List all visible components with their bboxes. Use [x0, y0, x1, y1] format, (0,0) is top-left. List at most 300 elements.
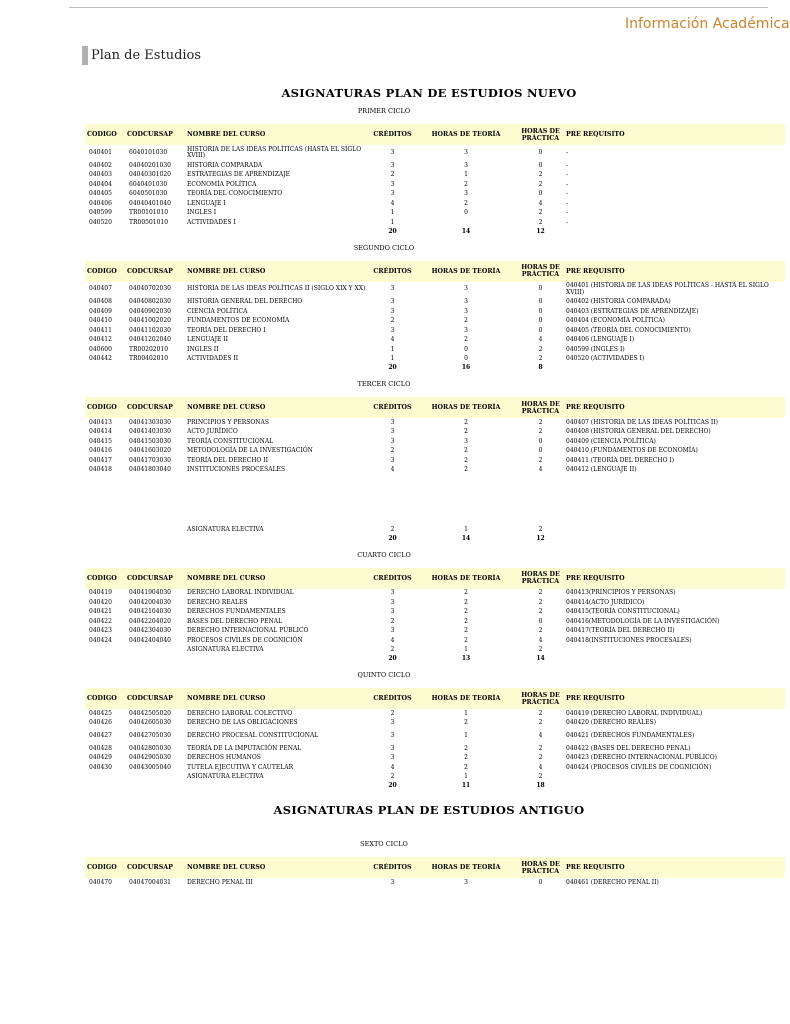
header-row — [85, 688, 785, 709]
cell-practica: 0 — [538, 317, 543, 324]
cell-nombre: TUTELA EJECUTIVA Y CAUTELAR — [187, 763, 294, 771]
course-row — [85, 298, 785, 308]
header-title: Información Académica — [625, 16, 790, 32]
cell-nombre: HISTORIA DE LAS IDEAS POLÍTICAS II (SIGLO XIX Y XX) — [187, 285, 366, 293]
cell-prerequisito: 040404 (ECONOMÍA POLÍTICA) — [566, 317, 665, 324]
cell-nombre: PROCESOS CIVILES DE COGNICIÓN — [187, 636, 303, 644]
cell-creditos: 3 — [390, 285, 395, 293]
col-prerequisito: PRE REQUISITO — [564, 397, 785, 418]
col-codigo: CODIGO — [85, 124, 125, 145]
col-codcursap: CODCURSAP — [125, 688, 185, 709]
course-row — [85, 763, 785, 773]
cell-codigo: 040412 — [89, 336, 112, 343]
cell-teoria: 3 — [464, 148, 468, 156]
empty-cell — [185, 782, 370, 791]
cell-practica: 2 — [538, 598, 543, 606]
empty-cell — [564, 525, 785, 535]
empty-cell — [85, 364, 125, 373]
cell-codcursap: 04041303030 — [129, 418, 171, 426]
empty-cell — [125, 228, 185, 237]
cell-nombre: LENGUAJE II — [187, 336, 229, 343]
cell-codcursap: 04043005040 — [129, 763, 171, 771]
total-practica: 12 — [536, 227, 545, 235]
cell-creditos: 4 — [390, 636, 395, 644]
cell-codcursap — [125, 646, 185, 656]
course-row — [85, 589, 785, 599]
cell-codcursap: 6040101030 — [129, 148, 168, 156]
cell-teoria: 1 — [464, 731, 468, 739]
cell-practica: 2 — [538, 428, 543, 435]
empty-cell — [125, 655, 185, 664]
cell-codigo: 040414 — [89, 428, 112, 435]
cell-prerequisito — [564, 773, 785, 783]
course-row — [85, 466, 785, 476]
course-row — [85, 754, 785, 764]
course-row — [85, 161, 785, 171]
cell-codigo: 040415 — [89, 437, 112, 445]
cell-codigo: 040599 — [89, 209, 112, 216]
cell-codigo: 040426 — [89, 719, 112, 726]
course-row — [85, 209, 785, 219]
cell-creditos: 3 — [390, 754, 395, 761]
cell-codigo: 040520 — [89, 218, 112, 226]
col-codigo: CODIGO — [85, 568, 125, 589]
header-row — [85, 568, 785, 589]
cell-codcursap: 04040802030 — [129, 298, 171, 305]
cell-teoria: 2 — [464, 456, 468, 464]
cell-nombre: DERECHO LABORAL COLECTIVO — [187, 709, 293, 717]
totals-row — [85, 535, 785, 544]
cell-codcursap: 04040702030 — [129, 285, 171, 293]
cell-codcursap: 04041503030 — [129, 437, 171, 445]
cell-practica: 0 — [538, 298, 543, 305]
cell-teoria: 2 — [464, 199, 468, 207]
empty-cell — [564, 364, 785, 373]
cell-teoria: 3 — [464, 437, 468, 445]
empty-cell — [125, 364, 185, 373]
new-plan-cycles — [0, 100, 768, 791]
cell-nombre: DERECHO LABORAL INDIVIDUAL — [187, 589, 294, 596]
cell-prerequisito: 040407 (HISTORIA DE LAS IDEAS POLÍTICAS II) — [566, 418, 718, 426]
cell-prerequisito: 040402 (HISTORIA COMPARADA) — [566, 298, 671, 305]
course-row — [85, 355, 785, 365]
empty-cell — [85, 782, 125, 791]
cycle-block — [0, 373, 768, 544]
cell-nombre: DERECHO PROCESAL CONSTITUCIONAL — [187, 731, 319, 739]
cell-creditos: 3 — [390, 878, 395, 886]
col-creditos: CRÉDITOS — [370, 688, 415, 709]
cell-practica: 4 — [538, 636, 543, 644]
col-practica: HORAS DE PRÁCTICA — [517, 397, 564, 418]
cell-creditos: 1 — [390, 355, 395, 362]
cell-prerequisito: - — [566, 190, 569, 197]
cycle-title: TERCER CICLO — [357, 380, 411, 388]
cell-prerequisito: 040413(PRINCIPIOS Y PERSONAS) — [566, 589, 676, 596]
cell-teoria: 2 — [464, 418, 468, 426]
col-prerequisito: PRE REQUISITO — [564, 124, 785, 145]
cell-creditos: 3 — [390, 598, 395, 606]
cell-practica: 4 — [538, 731, 543, 739]
cell-prerequisito: 040409 (CIENCIA POLÍTICA) — [566, 437, 656, 445]
course-row — [85, 709, 785, 719]
cell-teoria: 3 — [464, 326, 468, 334]
course-row — [85, 336, 785, 346]
total-creditos: 20 — [388, 534, 397, 542]
cell-nombre: HISTORIA DE LAS IDEAS POLÍTICAS (HASTA EL SIGLO XVIII) — [187, 145, 362, 159]
cell-codcursap: 04042304030 — [129, 627, 171, 634]
course-row — [85, 744, 785, 754]
header-row — [85, 397, 785, 418]
study-plan — [0, 86, 768, 888]
course-row — [85, 190, 785, 200]
cell-creditos: 3 — [390, 161, 395, 169]
cell-creditos: 3 — [390, 428, 395, 435]
cell-teoria: 3 — [464, 190, 468, 197]
cell-nombre: BASES DEL DERECHO PENAL — [187, 617, 283, 625]
course-row — [85, 617, 785, 627]
col-prerequisito: PRE REQUISITO — [564, 261, 785, 282]
cell-practica: 0 — [538, 190, 543, 197]
cell-prerequisito: 040421 (DERECHOS FUNDAMENTALES) — [566, 731, 695, 739]
empty-cell — [85, 655, 125, 664]
total-teoria: 11 — [461, 782, 471, 790]
empty-cell — [125, 535, 185, 544]
cell-codigo: 040418 — [89, 466, 112, 473]
totals-row — [85, 364, 785, 373]
empty-cell — [185, 228, 370, 237]
cell-nombre: DERECHO DE LAS OBLIGACIONES — [187, 719, 298, 726]
cell-creditos: 3 — [390, 456, 395, 464]
cell-prerequisito: 040417(TEORÍA DEL DERECHO II) — [566, 627, 675, 634]
cell-teoria — [415, 218, 517, 228]
course-table — [85, 397, 785, 544]
cell-creditos: 2 — [390, 317, 395, 324]
cell-codigo: 040410 — [89, 317, 112, 324]
cell-teoria: 1 — [464, 171, 468, 178]
cell-prerequisito: - — [566, 180, 569, 188]
cell-codcursap: 04041403030 — [129, 428, 171, 435]
cell-codigo: 040416 — [89, 447, 112, 454]
cell-teoria: 2 — [464, 617, 468, 625]
cell-practica: 2 — [538, 627, 543, 634]
cycle-title: CUARTO CICLO — [357, 550, 411, 559]
section-title-new: ASIGNATURAS PLAN DE ESTUDIOS NUEVO — [281, 86, 577, 100]
col-practica: HORAS DE PRÁCTICA — [517, 124, 564, 145]
cell-nombre: TEORÍA CONSTITUCIONAL — [187, 437, 274, 445]
total-creditos: 20 — [388, 782, 397, 790]
col-codigo: CODIGO — [85, 261, 125, 282]
cell-prerequisito: 040424 (PROCESOS CIVILES DE COGNICIÓN) — [566, 763, 712, 771]
col-teoria: HORAS DE TEORÍA — [415, 688, 517, 709]
cell-codcursap: 04040201030 — [129, 161, 171, 169]
cell-creditos: 3 — [390, 627, 395, 634]
cell-practica: 0 — [538, 617, 543, 625]
cell-codigo: 040420 — [89, 598, 112, 606]
empty-cell — [185, 655, 370, 664]
cell-codcursap: 04042004030 — [129, 598, 171, 606]
cell-codigo: 040403 — [89, 171, 112, 178]
cell-prerequisito: - — [566, 209, 569, 216]
cell-practica: 4 — [538, 466, 543, 473]
cell-codcursap: 6040501030 — [129, 190, 168, 197]
cell-teoria: 3 — [464, 285, 468, 293]
cell-practica: 2 — [538, 180, 543, 188]
course-row — [85, 608, 785, 618]
cell-prerequisito: - — [566, 148, 569, 156]
course-table — [85, 568, 785, 665]
col-codcursap: CODCURSAP — [125, 568, 185, 589]
empty-cell — [564, 228, 785, 237]
cell-prerequisito: 040418(INSTITUCIONES PROCESALES) — [566, 636, 692, 644]
cell-prerequisito: 040419 (DERECHO LABORAL INDIVIDUAL) — [566, 709, 703, 717]
cell-prerequisito: 040599 (INGLES I) — [566, 345, 625, 353]
title-marker — [82, 46, 88, 65]
cell-teoria: 0 — [464, 345, 468, 353]
cell-creditos: 3 — [390, 190, 395, 197]
cell-teoria: 1 — [464, 709, 468, 717]
total-creditos: 20 — [388, 227, 397, 235]
cell-nombre: DERECHOS HUMANOS — [187, 754, 261, 761]
cell-codigo: 040417 — [89, 456, 112, 464]
spacer-row — [85, 475, 785, 525]
cell-codcursap: 04042905030 — [129, 754, 171, 761]
cell-prerequisito: - — [566, 171, 569, 178]
cell-codcursap — [125, 773, 185, 783]
header-row — [85, 261, 785, 282]
cell-creditos: 1 — [390, 345, 395, 353]
cell-codigo: 040424 — [89, 636, 112, 644]
cell-practica: 2 — [538, 456, 543, 464]
col-creditos: CRÉDITOS — [370, 124, 415, 145]
cell-nombre: ACTIVIDADES I — [187, 218, 236, 226]
total-practica: 18 — [536, 782, 545, 790]
total-teoria: 14 — [461, 227, 471, 235]
cell-codcursap: 04042505020 — [129, 709, 171, 717]
cell-creditos: 3 — [390, 148, 395, 156]
cell-codigo: 040401 — [89, 148, 112, 156]
cell-prerequisito: 040412 (LENGUAJE II) — [566, 466, 637, 473]
cell-nombre: CIENCIA POLÍTICA — [187, 307, 248, 315]
col-teoria: HORAS DE TEORÍA — [415, 124, 517, 145]
col-codcursap: CODCURSAP — [125, 397, 185, 418]
cell-codcursap: 04041202040 — [129, 336, 171, 343]
cell-teoria: 0 — [464, 209, 468, 216]
cell-teoria: 3 — [464, 161, 468, 169]
total-creditos: 20 — [388, 364, 397, 372]
cell-codcursap: TR00501010 — [129, 218, 169, 226]
cell-codigo: 040428 — [89, 744, 112, 752]
cell-nombre: ASIGNATURA ELECTIVA — [187, 646, 264, 653]
col-codcursap: CODCURSAP — [125, 261, 185, 282]
cell-creditos: 2 — [390, 646, 395, 653]
empty-cell — [564, 782, 785, 791]
cell-codigo: 040423 — [89, 627, 112, 634]
cell-teoria: 3 — [464, 298, 468, 305]
cell-codigo: 040409 — [89, 307, 112, 315]
cell-codcursap: 04041002020 — [129, 317, 171, 324]
cell-teoria: 2 — [464, 447, 468, 454]
cell-nombre: DERECHO PENAL III — [187, 878, 253, 886]
cell-practica: 2 — [538, 773, 543, 780]
cell-creditos: 2 — [390, 709, 395, 717]
empty-cell — [185, 535, 370, 544]
cell-practica: 2 — [538, 754, 543, 761]
empty-cell — [185, 364, 370, 373]
col-practica: HORAS DE PRÁCTICA — [517, 857, 564, 878]
course-table — [85, 688, 785, 791]
cell-codigo — [85, 646, 125, 656]
cell-practica: 2 — [538, 209, 543, 216]
cell-nombre: ACTO JURÍDICO — [187, 428, 238, 435]
cell-prerequisito: 040423 (DERECHO INTERNACIONAL PÚBLICO) — [566, 754, 717, 761]
cycle-title: SEGUNDO CICLO — [353, 243, 415, 252]
cell-codcursap: 04040301020 — [129, 171, 171, 178]
course-table — [85, 124, 785, 237]
cell-codigo: 040427 — [89, 731, 112, 739]
course-row — [85, 598, 785, 608]
cell-prerequisito: 040408 (HISTORIA GENERAL DEL DERECHO) — [566, 428, 711, 435]
course-row — [85, 646, 785, 656]
cell-codcursap: 04041803040 — [129, 466, 171, 473]
total-teoria: 13 — [461, 655, 471, 663]
col-teoria: HORAS DE TEORÍA — [415, 857, 517, 878]
cell-teoria: 2 — [464, 589, 468, 596]
cycle-title: QUINTO CICLO — [357, 671, 411, 679]
cell-codigo: 040470 — [89, 878, 112, 886]
course-row — [85, 199, 785, 209]
course-row — [85, 180, 785, 190]
cell-codigo: 040405 — [89, 190, 112, 197]
cell-prerequisito: - — [566, 218, 569, 226]
cell-nombre: TEORÍA DE LA IMPUTACIÓN PENAL — [187, 744, 302, 752]
cell-creditos: 1 — [390, 209, 395, 216]
cell-creditos: 2 — [390, 171, 395, 178]
col-creditos: CRÉDITOS — [370, 857, 415, 878]
cell-codcursap: 04042104030 — [129, 608, 171, 615]
elective-row — [85, 525, 785, 535]
col-codigo: CODIGO — [85, 688, 125, 709]
cell-nombre: PRINCIPIOS Y PERSONAS — [187, 418, 270, 426]
cell-practica: 2 — [538, 345, 543, 353]
empty-cell — [85, 525, 125, 535]
cell-creditos: 3 — [390, 326, 395, 334]
cell-nombre: LENGUAJE I — [187, 199, 226, 207]
cell-practica: 2 — [538, 608, 543, 615]
elective-creditos: 2 — [390, 525, 395, 533]
col-teoria: HORAS DE TEORÍA — [415, 397, 517, 418]
col-codigo: CODIGO — [85, 857, 125, 878]
course-row — [85, 418, 785, 428]
cell-codcursap: 04041603020 — [129, 447, 171, 454]
page-title-block — [82, 45, 201, 65]
cell-prerequisito: 040414(ACTO JURÍDICO) — [566, 598, 645, 606]
cell-nombre: TEORÍA DEL DERECHO II — [187, 456, 268, 464]
col-creditos: CRÉDITOS — [370, 397, 415, 418]
cell-codcursap: 04040401040 — [129, 199, 171, 207]
cell-practica: 0 — [538, 437, 543, 445]
empty-cell — [125, 525, 185, 535]
cell-teoria: 2 — [464, 598, 468, 606]
course-row — [85, 282, 785, 298]
cell-codcursap: 04041904030 — [129, 589, 171, 596]
course-row — [85, 636, 785, 646]
col-nombre: NOMBRE DEL CURSO — [185, 124, 370, 145]
cell-creditos: 3 — [390, 437, 395, 445]
cell-teoria: 0 — [464, 355, 468, 362]
cell-codigo: 040413 — [89, 418, 112, 426]
col-creditos: CRÉDITOS — [370, 568, 415, 589]
course-row — [85, 218, 785, 228]
top-divider — [69, 7, 768, 8]
col-nombre: NOMBRE DEL CURSO — [185, 261, 370, 282]
total-teoria: 16 — [461, 364, 471, 372]
cell-nombre: INGLES II — [187, 345, 219, 353]
cell-practica: 2 — [538, 646, 543, 653]
cell-prerequisito: 040405 (TEORÍA DEL CONOCIMIENTO) — [566, 326, 691, 334]
empty-cell — [85, 535, 125, 544]
cell-prerequisito: 040461 (DERECHO PENAL II) — [566, 878, 659, 886]
cell-prerequisito: - — [566, 199, 569, 207]
cell-prerequisito: 040416(METODOLOGÍA DE LA INVESTIGACIÓN) — [566, 617, 720, 625]
course-row — [85, 719, 785, 729]
cell-prerequisito: 040420 (DERECHO REALES) — [566, 719, 656, 726]
cycle-block — [0, 237, 768, 374]
cell-nombre: FUNDAMENTOS DE ECONOMÍA — [187, 317, 290, 324]
cell-practica: 2 — [538, 589, 543, 596]
cell-nombre: ACTIVIDADES II — [187, 355, 239, 362]
cycle-title: PRIMER CICLO — [357, 107, 411, 115]
col-prerequisito: PRE REQUISITO — [564, 568, 785, 589]
total-practica: 8 — [538, 364, 543, 372]
cell-teoria: 1 — [464, 773, 468, 780]
cell-teoria: 2 — [464, 180, 468, 188]
cell-prerequisito: 040410 (FUNDAMENTOS DE ECONOMÍA) — [566, 447, 698, 454]
cell-teoria: 2 — [464, 719, 468, 726]
cell-prerequisito: 040520 (ACTIVIDADES I) — [566, 355, 645, 362]
cell-creditos: 3 — [390, 719, 395, 726]
course-row — [85, 145, 785, 161]
cell-practica: 2 — [538, 218, 543, 226]
col-prerequisito: PRE REQUISITO — [564, 688, 785, 709]
cell-codigo: 040407 — [89, 285, 112, 293]
cell-teoria: 2 — [464, 428, 468, 435]
header-row — [85, 857, 785, 878]
course-row — [85, 728, 785, 744]
cell-creditos: 2 — [390, 447, 395, 454]
col-practica: HORAS DE PRÁCTICA — [517, 568, 564, 589]
spacer-cell — [85, 475, 785, 525]
cell-codigo: 040429 — [89, 754, 112, 761]
cell-codcursap: 04042805030 — [129, 744, 171, 752]
course-table — [85, 857, 785, 888]
cell-practica: 0 — [538, 148, 543, 156]
course-row — [85, 878, 785, 888]
cell-teoria: 2 — [464, 754, 468, 761]
cell-nombre: DERECHOS FUNDAMENTALES — [187, 608, 286, 615]
totals-row — [85, 782, 785, 791]
cell-prerequisito: 040422 (BASES DEL DERECHO PENAL) — [566, 744, 691, 752]
cell-teoria: 2 — [464, 336, 468, 343]
empty-cell — [564, 535, 785, 544]
cell-practica: 4 — [538, 199, 543, 207]
cycle-block — [0, 100, 768, 237]
course-row — [85, 437, 785, 447]
total-creditos: 20 — [388, 655, 397, 663]
cell-codcursap: 04042404040 — [129, 636, 171, 644]
cell-practica: 0 — [538, 878, 543, 886]
cell-nombre: HISTORIA COMPARADA — [187, 161, 263, 169]
header-row — [85, 124, 785, 145]
